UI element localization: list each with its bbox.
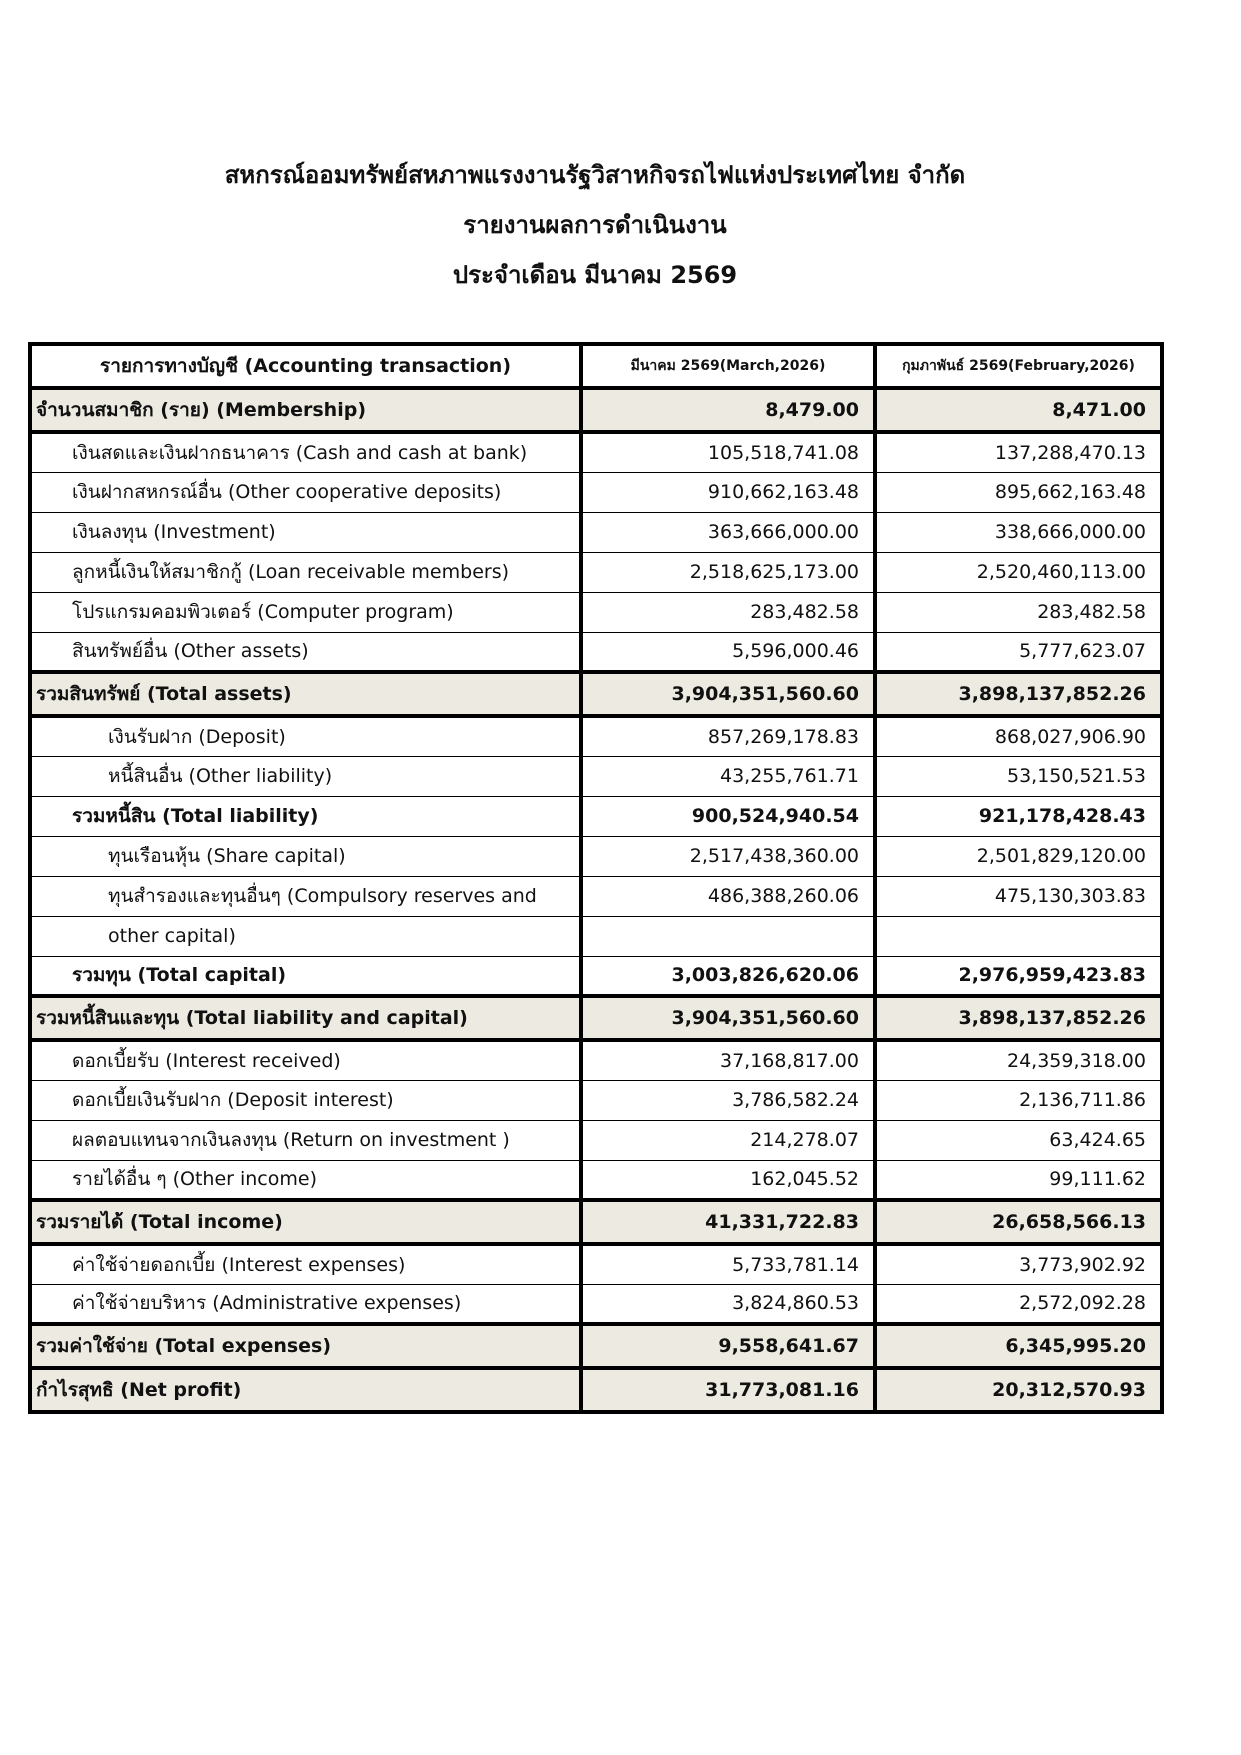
row-previous-value: 6,345,995.20	[875, 1324, 1162, 1368]
row-label: รวมหนี้สินและทุน (Total liability and capital)	[30, 996, 581, 1040]
table-row	[30, 1244, 1162, 1284]
row-current-value: 2,517,438,360.00	[581, 836, 875, 876]
row-current-value: 5,733,781.14	[581, 1244, 875, 1284]
header-previous-month: กุมภาพันธ์ 2569(February,2026)	[875, 344, 1162, 388]
row-current-value	[581, 916, 875, 956]
row-previous-value: 283,482.58	[875, 592, 1162, 632]
table-row	[30, 672, 1162, 716]
row-label: รวมสินทรัพย์ (Total assets)	[30, 672, 581, 716]
table-body	[30, 388, 1162, 1412]
row-label: ค่าใช้จ่ายดอกเบี้ย (Interest expenses)	[30, 1244, 581, 1284]
row-previous-value: 921,178,428.43	[875, 796, 1162, 836]
row-current-value: 3,786,582.24	[581, 1080, 875, 1120]
report-period: ประจำเดือน มีนาคม 2569	[452, 261, 738, 289]
table-row	[30, 1368, 1162, 1412]
financial-table	[28, 342, 1164, 1414]
row-current-value: 214,278.07	[581, 1120, 875, 1160]
row-previous-value: 53,150,521.53	[875, 756, 1162, 796]
row-current-value: 283,482.58	[581, 592, 875, 632]
row-label: รวมค่าใช้จ่าย (Total expenses)	[30, 1324, 581, 1368]
row-current-value: 900,524,940.54	[581, 796, 875, 836]
row-label: ผลตอบแทนจากเงินลงทุน (Return on investment )	[30, 1120, 581, 1160]
row-label: ดอกเบี้ยรับ (Interest received)	[30, 1040, 581, 1080]
row-label: หนี้สินอื่น (Other liability)	[30, 756, 581, 796]
table-row	[30, 716, 1162, 756]
row-previous-value: 24,359,318.00	[875, 1040, 1162, 1080]
table-row	[30, 956, 1162, 996]
table-row	[30, 796, 1162, 836]
row-current-value: 486,388,260.06	[581, 876, 875, 916]
row-current-value: 31,773,081.16	[581, 1368, 875, 1412]
row-label: เงินรับฝาก (Deposit)	[30, 716, 581, 756]
row-current-value: 3,824,860.53	[581, 1284, 875, 1324]
report-titles	[0, 150, 1190, 300]
header-current-month: มีนาคม 2569(March,2026)	[581, 344, 875, 388]
cooperative-name: สหกรณ์ออมทรัพย์สหภาพแรงงานรัฐวิสาหกิจรถไฟแห่งประเทศไทย จำกัด	[224, 161, 966, 189]
row-label: สินทรัพย์อื่น (Other assets)	[30, 632, 581, 672]
row-current-value: 3,904,351,560.60	[581, 672, 875, 716]
row-current-value: 2,518,625,173.00	[581, 552, 875, 592]
row-current-value: 43,255,761.71	[581, 756, 875, 796]
table-row	[30, 836, 1162, 876]
row-previous-value: 63,424.65	[875, 1120, 1162, 1160]
row-current-value: 9,558,641.67	[581, 1324, 875, 1368]
row-current-value: 910,662,163.48	[581, 472, 875, 512]
table-row	[30, 472, 1162, 512]
row-previous-value: 2,572,092.28	[875, 1284, 1162, 1324]
table-row	[30, 1080, 1162, 1120]
row-previous-value: 475,130,303.83	[875, 876, 1162, 916]
table-row	[30, 632, 1162, 672]
row-previous-value: 3,773,902.92	[875, 1244, 1162, 1284]
table-row	[30, 552, 1162, 592]
table-row	[30, 996, 1162, 1040]
row-current-value: 41,331,722.83	[581, 1200, 875, 1244]
row-previous-value: 26,658,566.13	[875, 1200, 1162, 1244]
table-row	[30, 756, 1162, 796]
table-row	[30, 1284, 1162, 1324]
row-current-value: 37,168,817.00	[581, 1040, 875, 1080]
row-previous-value: 20,312,570.93	[875, 1368, 1162, 1412]
row-label: ดอกเบี้ยเงินรับฝาก (Deposit interest)	[30, 1080, 581, 1120]
row-label: เงินฝากสหกรณ์อื่น (Other cooperative deposits)	[30, 472, 581, 512]
table-row	[30, 1160, 1162, 1200]
row-previous-value: 99,111.62	[875, 1160, 1162, 1200]
row-current-value: 5,596,000.46	[581, 632, 875, 672]
table-row	[30, 1324, 1162, 1368]
row-label: เงินลงทุน (Investment)	[30, 512, 581, 552]
row-previous-value: 137,288,470.13	[875, 432, 1162, 472]
row-label: ลูกหนี้เงินให้สมาชิกกู้ (Loan receivable members)	[30, 552, 581, 592]
row-label: ทุนเรือนหุ้น (Share capital)	[30, 836, 581, 876]
row-current-value: 363,666,000.00	[581, 512, 875, 552]
row-previous-value: 868,027,906.90	[875, 716, 1162, 756]
table-row	[30, 1040, 1162, 1080]
row-previous-value: 8,471.00	[875, 388, 1162, 432]
row-current-value: 8,479.00	[581, 388, 875, 432]
row-label: รวมรายได้ (Total income)	[30, 1200, 581, 1244]
row-previous-value	[875, 916, 1162, 956]
row-label: กำไรสุทธิ (Net profit)	[30, 1368, 581, 1412]
row-label: โปรแกรมคอมพิวเตอร์ (Computer program)	[30, 592, 581, 632]
row-current-value: 105,518,741.08	[581, 432, 875, 472]
row-previous-value: 895,662,163.48	[875, 472, 1162, 512]
row-label: รวมหนี้สิน (Total liability)	[30, 796, 581, 836]
row-label: จำนวนสมาชิก (ราย) (Membership)	[30, 388, 581, 432]
row-previous-value: 5,777,623.07	[875, 632, 1162, 672]
table-row	[30, 876, 1162, 916]
table-row	[30, 388, 1162, 432]
row-current-value: 162,045.52	[581, 1160, 875, 1200]
table-row	[30, 1120, 1162, 1160]
row-previous-value: 2,520,460,113.00	[875, 552, 1162, 592]
table-row	[30, 916, 1162, 956]
table-row	[30, 432, 1162, 472]
table-row	[30, 512, 1162, 552]
table-row	[30, 1200, 1162, 1244]
row-current-value: 857,269,178.83	[581, 716, 875, 756]
row-label: รายได้อื่น ๆ (Other income)	[30, 1160, 581, 1200]
row-label: other capital)	[30, 916, 581, 956]
row-previous-value: 2,501,829,120.00	[875, 836, 1162, 876]
report-title: รายงานผลการดำเนินงาน	[463, 211, 727, 239]
table-header-row	[30, 344, 1162, 388]
row-current-value: 3,904,351,560.60	[581, 996, 875, 1040]
row-previous-value: 3,898,137,852.26	[875, 672, 1162, 716]
row-label: ทุนสำรองและทุนอื่นๆ (Compulsory reserves and	[30, 876, 581, 916]
row-label: ค่าใช้จ่ายบริหาร (Administrative expenses)	[30, 1284, 581, 1324]
row-label: เงินสดและเงินฝากธนาคาร (Cash and cash at bank)	[30, 432, 581, 472]
header-account: รายการทางบัญชี (Accounting transaction)	[30, 344, 581, 388]
row-previous-value: 3,898,137,852.26	[875, 996, 1162, 1040]
row-label: รวมทุน (Total capital)	[30, 956, 581, 996]
row-previous-value: 2,136,711.86	[875, 1080, 1162, 1120]
row-current-value: 3,003,826,620.06	[581, 956, 875, 996]
table-row	[30, 592, 1162, 632]
row-previous-value: 2,976,959,423.83	[875, 956, 1162, 996]
row-previous-value: 338,666,000.00	[875, 512, 1162, 552]
